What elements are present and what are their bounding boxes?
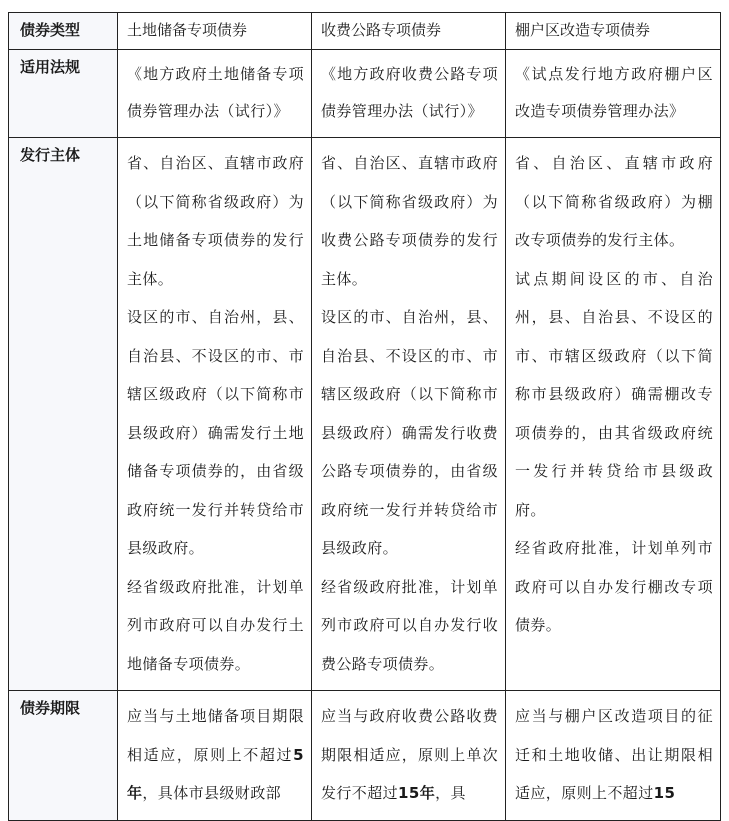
- law-cell-toll-road: 《地方政府收费公路专项债券管理办法（试行）》: [312, 50, 506, 138]
- bond-comparison-table: [8, 12, 721, 821]
- term-cell-land-reserve: 应当与土地储备项目期限相适应，原则上不超过5年，具体市县级财政部: [118, 691, 312, 821]
- header-row: [9, 13, 721, 50]
- issuer-paragraph: 经省级政府批准，计划单列市政府可以自办发行土地储备专项债券。: [127, 577, 304, 673]
- issuer-paragraph: 设区的市、自治州，县、自治县、不设区的市、市辖区级政府（以下简称市县级政府）确需发行土地储备专项债券的，由省级政府统一发行并转贷给市县级政府。: [127, 308, 304, 557]
- issuer-paragraph: 经省级政府批准，计划单列市政府可以自办发行收费公路专项债券。: [321, 577, 498, 673]
- issuer-paragraph: 经省政府批准，计划单列市政府可以自办发行棚改专项债券。: [515, 539, 713, 634]
- issuer-cell-shantytown: [506, 138, 721, 691]
- issuer-cell-toll-road: [312, 138, 506, 691]
- issuer-cell-land-reserve: [118, 138, 312, 691]
- term-limit-value: 5年: [127, 745, 304, 802]
- law-cell-shantytown: 《试点发行地方政府棚户区改造专项债券管理办法》: [506, 50, 721, 138]
- row-label-term: 债券期限: [9, 691, 118, 821]
- issuer-paragraph: 试点期间设区的市、自治州，县、自治县、不设区的市、市辖区级政府（以下简称市县级政府）确需棚改专项债券的，由其省级政府统一发行并转贷给市县级政府。: [515, 269, 713, 519]
- column-header-toll-road: 收费公路专项债券: [312, 13, 506, 50]
- row-label-applicable-law: 适用法规: [9, 50, 118, 138]
- row-label-bond-type: 债券类型: [9, 13, 118, 50]
- term-cell-toll-road: 应当与政府收费公路收费期限相适应，原则上单次发行不超过15年，具: [312, 691, 506, 821]
- term-limit-value: 15年: [398, 784, 436, 802]
- term-row: [9, 691, 721, 821]
- issuer-paragraph: 省、自治区、直辖市政府（以下简称省级政府）为收费公路专项债券的发行主体。: [321, 154, 498, 288]
- row-label-issuer: 发行主体: [9, 138, 118, 691]
- column-header-shantytown: 棚户区改造专项债券: [506, 13, 721, 50]
- term-limit-value: 15: [653, 784, 676, 802]
- law-cell-land-reserve: 《地方政府土地储备专项债券管理办法（试行）》: [118, 50, 312, 138]
- issuer-row: [9, 138, 721, 691]
- issuer-paragraph: 设区的市、自治州，县、自治县、不设区的市、市辖区级政府（以下简称市县级政府）确需发行收费公路专项债券的，由省级政府统一发行并转贷给市县级政府。: [321, 308, 498, 557]
- issuer-paragraph: 省、自治区、直辖市政府（以下简称省级政府）为土地储备专项债券的发行主体。: [127, 154, 304, 288]
- column-header-land-reserve: 土地储备专项债券: [118, 13, 312, 50]
- term-cell-shantytown: 应当与棚户区改造项目的征迁和土地收储、出让期限相适应，原则上不超过15: [506, 691, 721, 821]
- issuer-paragraph: 省、自治区、直辖市政府（以下简称省级政府）为棚改专项债券的发行主体。: [515, 154, 713, 249]
- applicable-law-row: [9, 50, 721, 138]
